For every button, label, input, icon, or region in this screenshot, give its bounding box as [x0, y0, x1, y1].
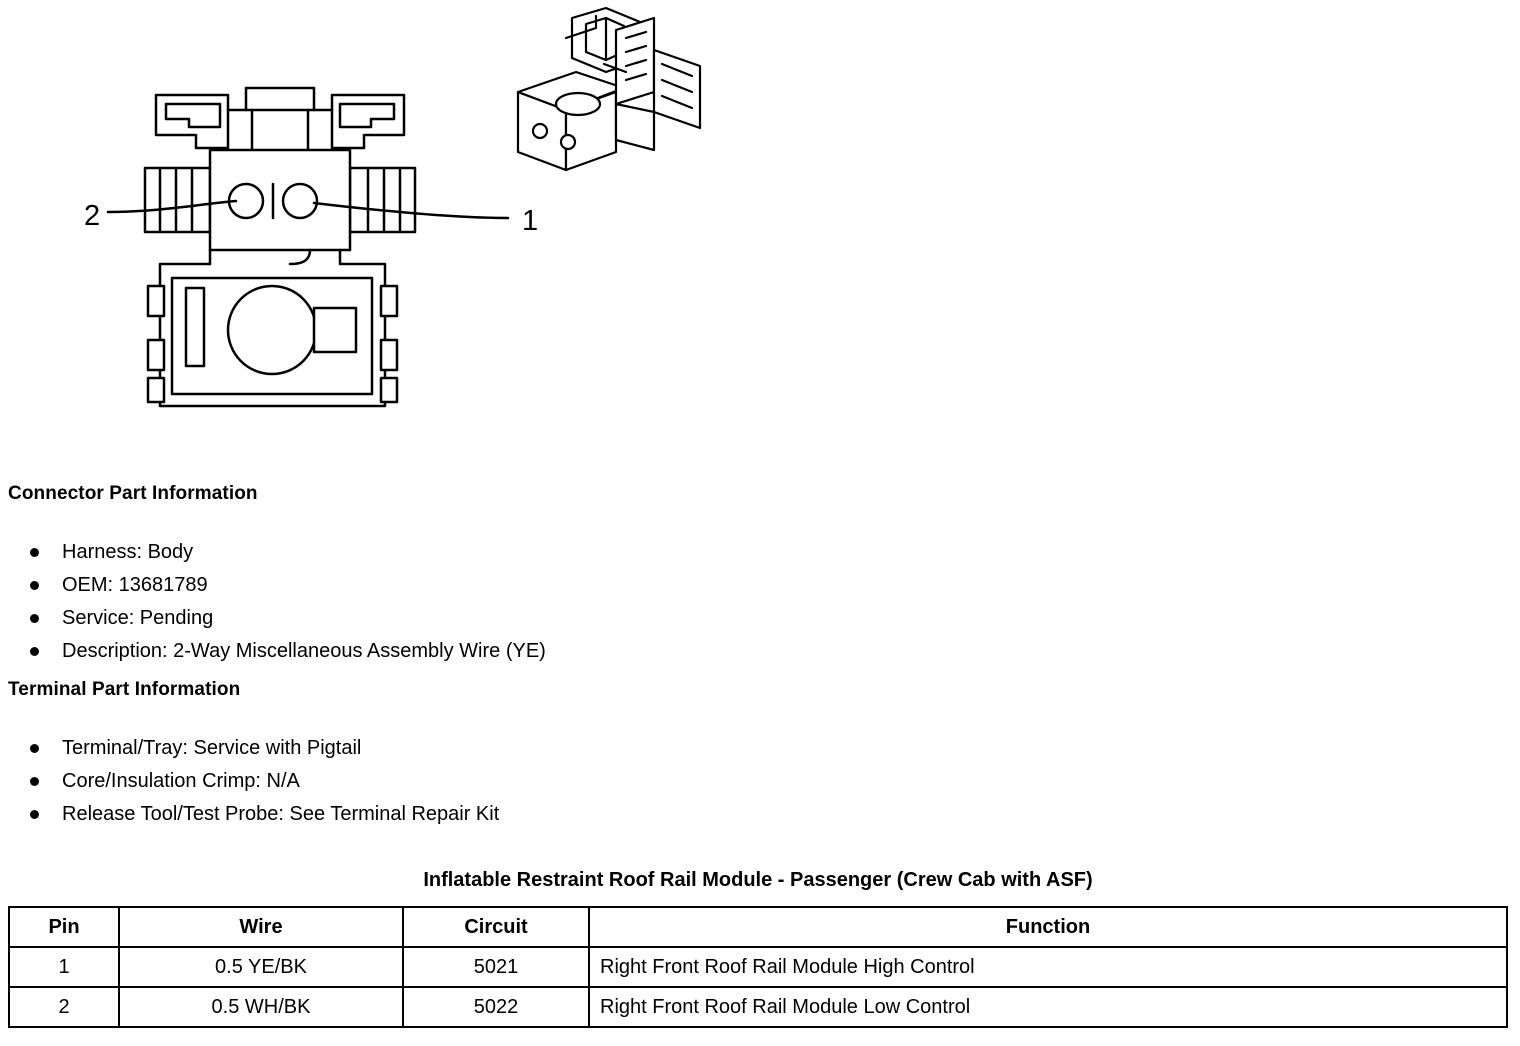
connector-drawing	[0, 0, 800, 460]
callout-label-1: 1	[522, 205, 539, 237]
cell-circuit: 5022	[403, 987, 589, 1027]
bullet-icon	[30, 647, 39, 656]
bullet-icon	[30, 581, 39, 590]
cell-wire: 0.5 WH/BK	[119, 987, 403, 1027]
terminal-part-information-list	[30, 732, 499, 831]
cell-pin: 2	[9, 987, 119, 1027]
list-item	[30, 569, 546, 602]
connector-part-information-heading: Connector Part Information	[8, 483, 258, 504]
bullet-icon	[30, 614, 39, 623]
list-item	[30, 635, 546, 668]
list-item	[30, 536, 546, 569]
bullet-icon	[30, 810, 39, 819]
cell-function: Right Front Roof Rail Module High Control	[589, 947, 1507, 987]
list-item	[30, 798, 499, 831]
table-header-row	[9, 907, 1507, 947]
bullet-icon	[30, 548, 39, 557]
list-item-label: Terminal/Tray: Service with Pigtail	[62, 737, 362, 759]
connector-part-information-list	[30, 536, 546, 668]
column-header-pin: Pin	[9, 907, 119, 947]
cell-function: Right Front Roof Rail Module Low Control	[589, 987, 1507, 1027]
table-row	[9, 947, 1507, 987]
list-item-label: Service: Pending	[62, 607, 214, 629]
cell-pin: 1	[9, 947, 119, 987]
callout-label-2: 2	[84, 200, 101, 232]
list-item	[30, 602, 546, 635]
connector-illustration	[0, 0, 800, 460]
list-item	[30, 765, 499, 798]
list-item-label: Release Tool/Test Probe: See Terminal Repair Kit	[62, 803, 500, 825]
column-header-circuit: Circuit	[403, 907, 589, 947]
bullet-icon	[30, 744, 39, 753]
list-item-label: Description: 2-Way Miscellaneous Assembly Wire (YE)	[62, 640, 546, 662]
bullet-icon	[30, 777, 39, 786]
table-row	[9, 987, 1507, 1027]
column-header-function: Function	[589, 907, 1507, 947]
list-item-label: OEM: 13681789	[62, 574, 208, 596]
pin-table	[8, 906, 1508, 1028]
terminal-part-information-heading: Terminal Part Information	[8, 679, 241, 700]
column-header-wire: Wire	[119, 907, 403, 947]
list-item	[30, 732, 499, 765]
list-item-label: Core/Insulation Crimp: N/A	[62, 770, 300, 792]
pin-table-caption: Inflatable Restraint Roof Rail Module - Passenger (Crew Cab with ASF)	[423, 869, 1093, 891]
list-item-label: Harness: Body	[62, 541, 194, 563]
cell-circuit: 5021	[403, 947, 589, 987]
cell-wire: 0.5 YE/BK	[119, 947, 403, 987]
